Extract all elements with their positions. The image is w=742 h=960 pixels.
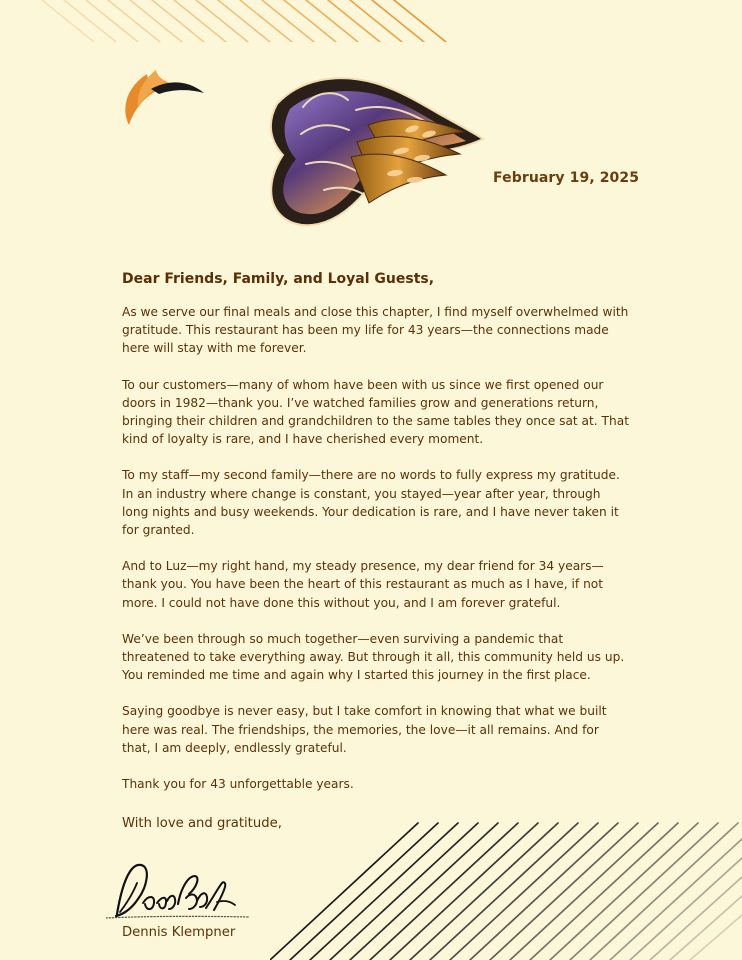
handwritten-signature <box>106 856 251 922</box>
letter-paragraph-5: We’ve been through so much together—even surviving a pandemic that threatened to take everything away. But through it all, this community held us up. You reminded me time and again why I started this journey in the first place. <box>122 631 625 683</box>
letter-paragraph-6: Saying goodbye is never easy, but I take comfort in knowing that what we built here was real. The friendships, the memories, the love—it all remains. And for that, I am deeply, endlessly grateful. <box>122 704 607 755</box>
earth-wind-flour-logo <box>252 72 488 234</box>
signer-name: Dennis Klempner <box>122 925 236 940</box>
letter-closing: With love and gratitude, <box>122 816 282 832</box>
letter-date: February 19, 2025 <box>493 170 640 186</box>
letter-paragraph-7: Thank you for 43 unforgettable years. <box>122 777 354 792</box>
orange-swoosh-icon <box>112 62 208 130</box>
letter-greeting: Dear Friends, Family, and Loyal Guests, <box>122 271 435 287</box>
letter-paragraph-2: To our customers—many of whom have been with us since we first opened our doors in 1982—thank you. I’ve watched families grow and generations return, bringing their children and grandchildren to the same tables they once sat at. That kind of loyalty is rare, and I have cherished every moment. <box>122 377 629 447</box>
letter-paragraph-3: To my staff—my second family—there are no words to fully express my gratitude. In an industry where change is constant, you stayed—year after year, through long nights and busy weekends. Your dedication is rare, and I have never taken it for granted. <box>122 468 620 538</box>
letter-body <box>122 269 630 833</box>
top-stripes-decoration <box>40 0 460 42</box>
letter-paragraph-1: As we serve our final meals and close this chapter, I find myself overwhelmed with gratitude. This restaurant has been my life for 43 years—the connections made here will stay with me forever. <box>122 305 629 356</box>
bottom-stripes-decoration <box>270 815 742 960</box>
letter-paragraph-4: And to Luz—my right hand, my steady presence, my dear friend for 34 years—thank you. You have been the heart of this restaurant as much as I have, if not more. I could not have done this without you, and I am forever grateful. <box>122 559 604 610</box>
